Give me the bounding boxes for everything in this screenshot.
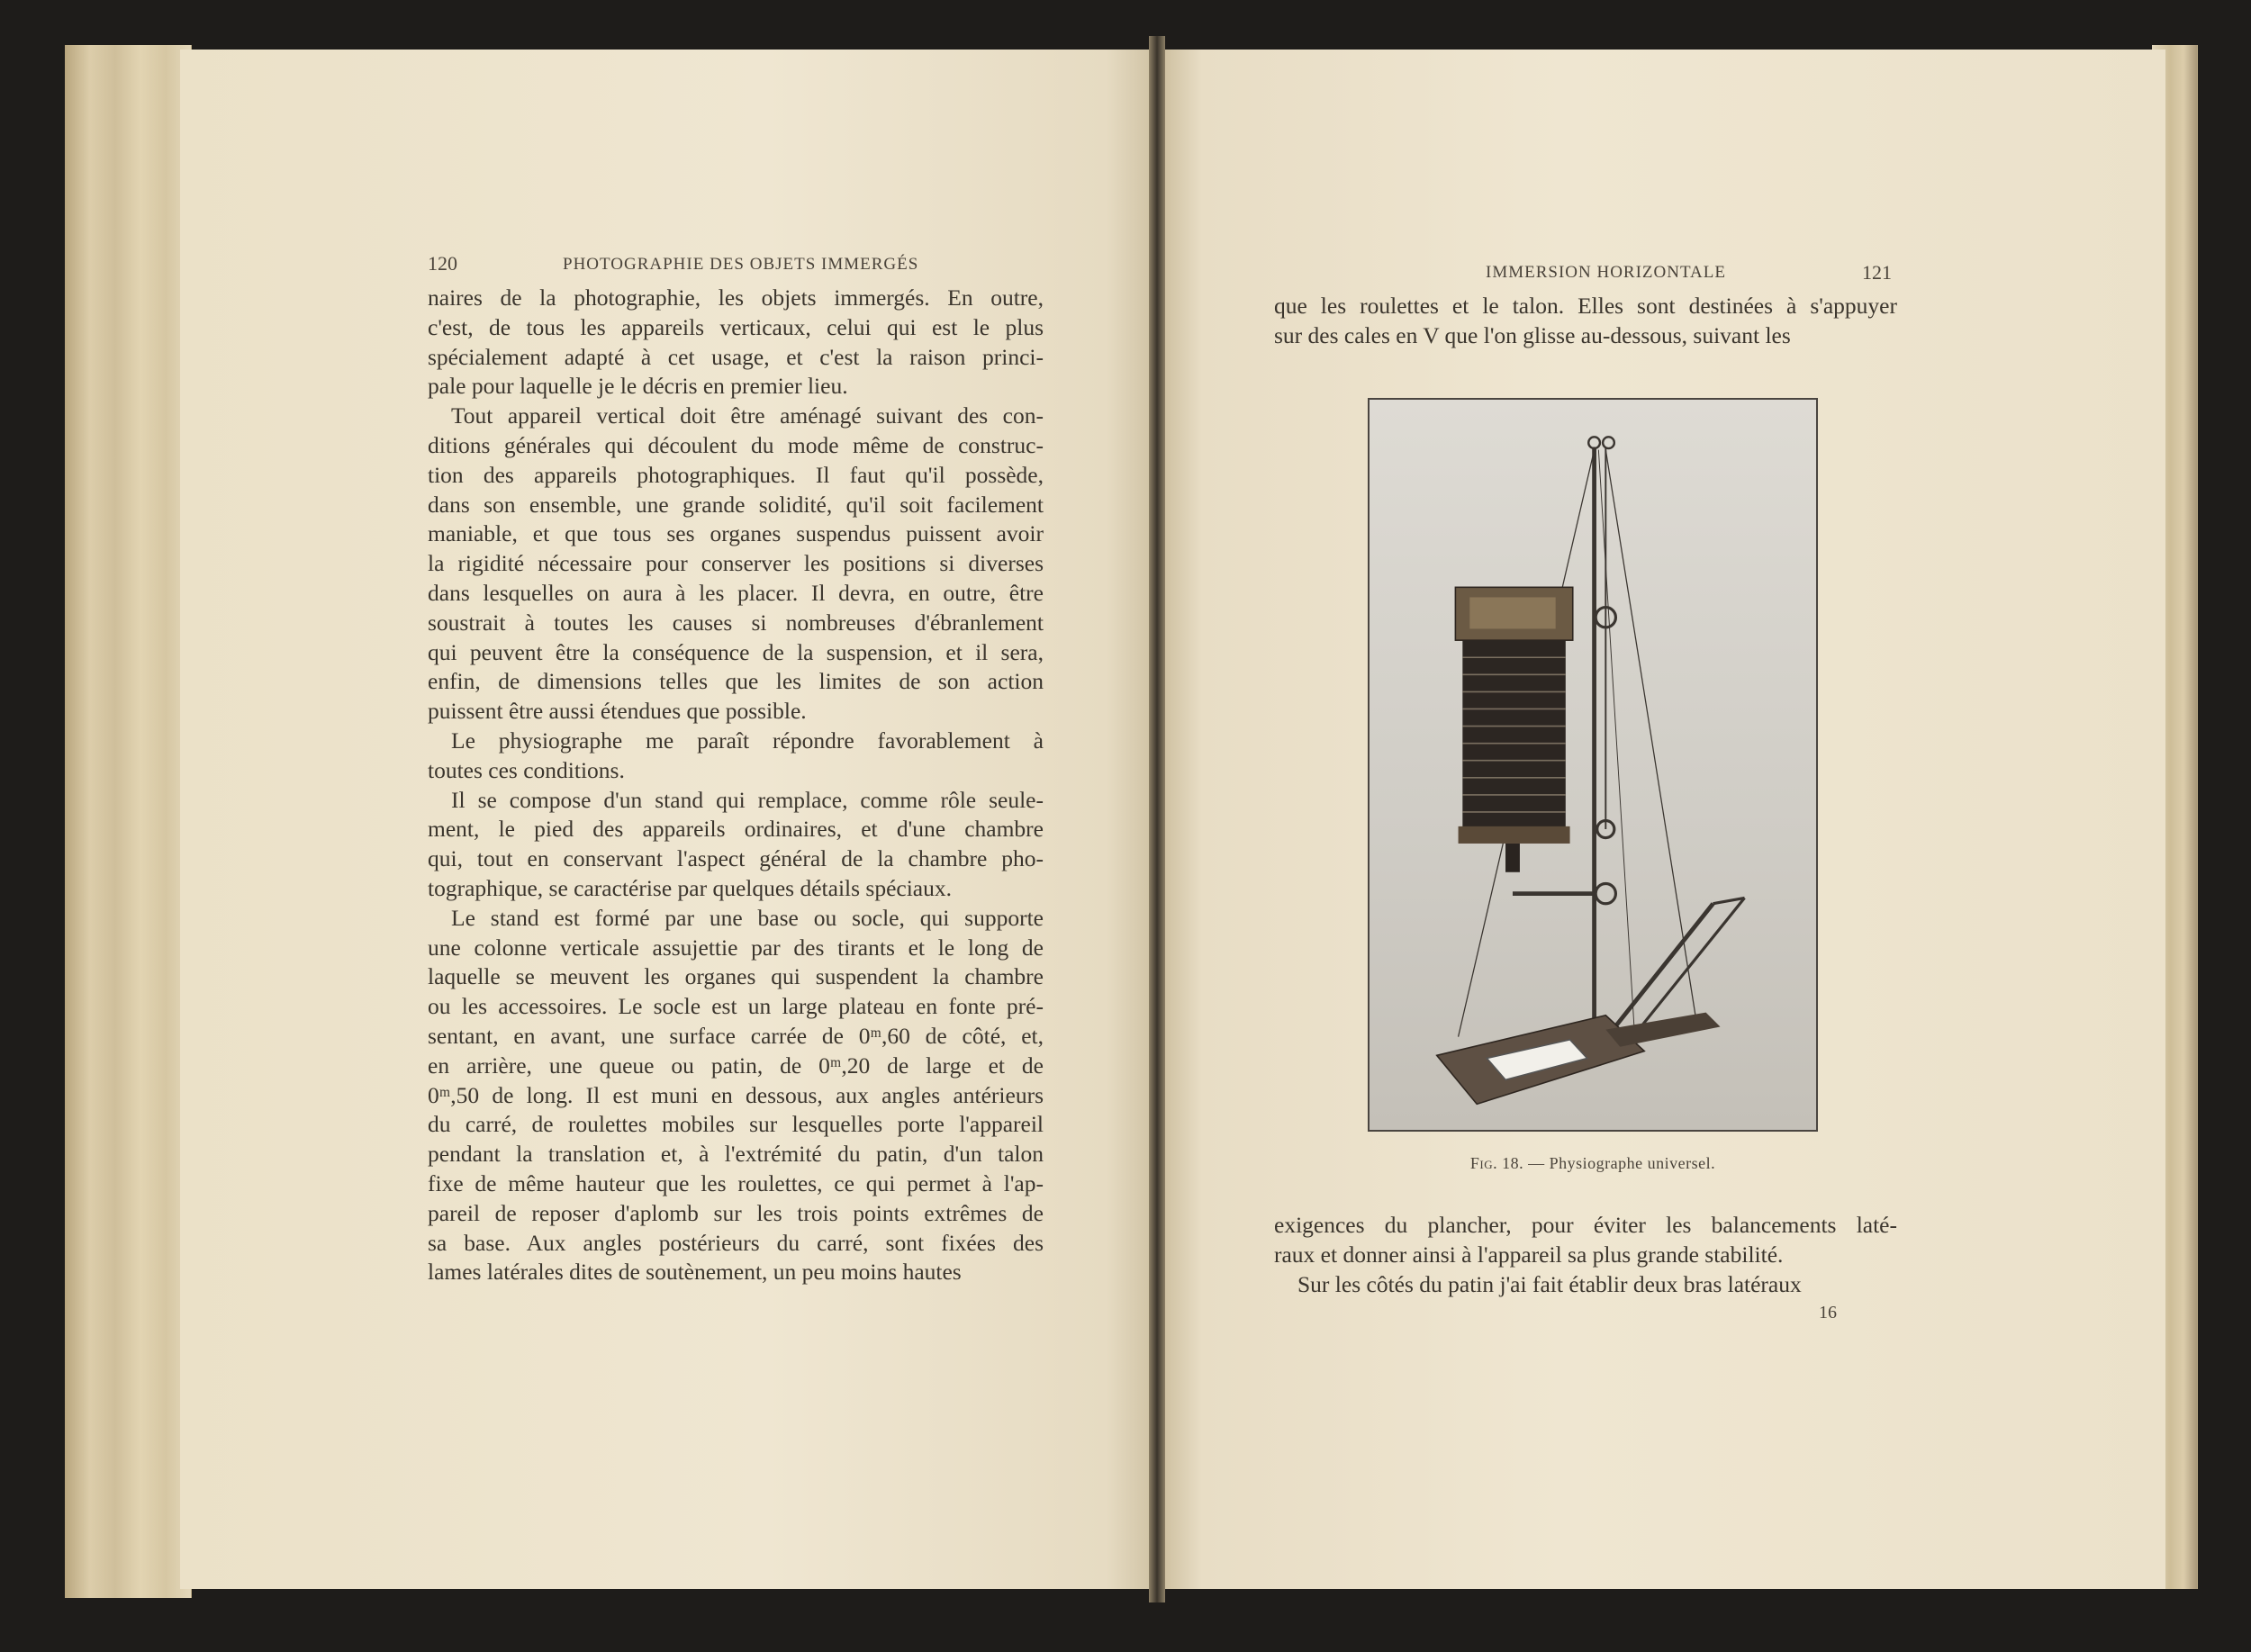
- text-line: fixe de même hauteur que les roulettes, ce qui permet à l'ap-: [428, 1169, 1044, 1196]
- camera-lens: [1505, 844, 1520, 872]
- text-line: toutes ces conditions.: [428, 756, 625, 783]
- text-line: Il se compose d'un stand qui remplace, comme rôle seule-: [451, 786, 1044, 813]
- text-line: exigences du plancher, pour éviter les balancements laté-: [1274, 1212, 1897, 1238]
- figure-caption: [1368, 1154, 1818, 1173]
- left-page-body: [428, 284, 1044, 1287]
- right-page-body-top: [1274, 292, 1897, 351]
- text-line: dans lesquelles on aura à les placer. Il devra, en outre, être: [428, 579, 1044, 606]
- text-line: du carré, de roulettes mobiles sur lesquelles porte l'appareil: [428, 1111, 1044, 1138]
- text-line: lames latérales dites de soutènement, un peu moins hautes: [428, 1259, 962, 1286]
- text-line: qui, tout en conservant l'aspect général de la chambre pho-: [428, 845, 1044, 872]
- text-line: une colonne verticale assujettie par des tirants et le long de: [428, 934, 1044, 961]
- text-line: sur des cales en V que l'on glisse au-dessous, suivant les: [1274, 321, 1791, 348]
- text-line: la rigidité nécessaire pour conserver les positions si diverses: [428, 550, 1044, 577]
- book-gutter: [1149, 36, 1165, 1602]
- left-page-edges: [65, 45, 192, 1598]
- text-line: soustrait à toutes les causes si nombreuses d'ébranlement: [428, 609, 1044, 636]
- left-running-head: PHOTOGRAPHIE DES OBJETS IMMERGÉS: [563, 255, 919, 274]
- text-line: Tout appareil vertical doit être aménagé suivant des con-: [451, 402, 1044, 429]
- text-line: enfin, de dimensions telles que les limites de son action: [428, 668, 1044, 695]
- text-line: en arrière, une queue ou patin, de 0ᵐ,20 de large et de: [428, 1052, 1044, 1079]
- figure-label: Fig.: [1469, 1154, 1498, 1172]
- text-line: ditions générales qui découlent du mode même de construc-: [428, 431, 1044, 458]
- figure-number: 18.: [1502, 1154, 1524, 1172]
- camera-bellows: [1459, 640, 1570, 844]
- physiographe-apparatus-image: [1370, 400, 1816, 1130]
- text-line: pareil de reposer d'aplomb sur les trois points extrêmes de: [428, 1199, 1044, 1226]
- right-running-head: IMMERSION HORIZONTALE: [1486, 263, 1726, 282]
- text-line: Sur les côtés du patin j'ai fait établir deux bras latéraux: [1297, 1270, 1802, 1297]
- right-page-body-bottom: [1274, 1211, 1897, 1299]
- figure-photograph-physiographe: [1368, 398, 1818, 1132]
- text-line: naires de la photographie, les objets immergés. En outre,: [428, 284, 1044, 311]
- right-page-number: 121: [1862, 261, 1892, 284]
- text-line: maniable, et que tous ses organes suspendus puissent avoir: [428, 520, 1044, 547]
- text-line: que les roulettes et le talon. Elles sont destinées à s'appuyer: [1274, 293, 1897, 319]
- signature-mark: 16: [1819, 1303, 1837, 1323]
- text-line: 0ᵐ,50 de long. Il est muni en dessous, aux angles antérieurs: [428, 1081, 1044, 1108]
- text-line: puissent être aussi étendues que possible.: [428, 698, 807, 725]
- text-line: spécialement adapté à cet usage, et c'est la raison princi-: [428, 343, 1044, 370]
- figure-caption-text: — Physiographe universel.: [1528, 1154, 1716, 1172]
- left-page-number: 120: [428, 252, 457, 275]
- text-line: sentant, en avant, une surface carrée de 0ᵐ,60 de côté, et,: [428, 1022, 1044, 1049]
- text-line: Le stand est formé par une base ou socle, qui supporte: [451, 904, 1044, 931]
- text-line: sa base. Aux angles postérieurs du carré, sont fixées des: [428, 1229, 1044, 1256]
- text-line: dans son ensemble, une grande solidité, qu'il soit facilement: [428, 491, 1044, 518]
- text-line: pale pour laquelle je le décris en premier lieu.: [428, 373, 848, 400]
- text-line: Le physiographe me paraît répondre favorablement à: [451, 727, 1044, 754]
- text-line: c'est, de tous les appareils verticaux, celui qui est le plus: [428, 313, 1044, 340]
- text-line: pendant la translation et, à l'extrémité du patin, d'un talon: [428, 1141, 1044, 1168]
- text-line: raux et donner ainsi à l'appareil sa plus grande stabilité.: [1274, 1241, 1784, 1268]
- text-line: tographique, se caractérise par quelques détails spéciaux.: [428, 874, 953, 901]
- text-line: qui peuvent être la conséquence de la suspension, et il sera,: [428, 638, 1044, 665]
- text-line: laquelle se meuvent les organes qui suspendent la chambre: [428, 963, 1044, 990]
- text-line: ment, le pied des appareils ordinaires, et d'une chambre: [428, 816, 1044, 843]
- text-line: ou les accessoires. Le socle est un large plateau en fonte pré-: [428, 993, 1044, 1020]
- text-line: tion des appareils photographiques. Il faut qu'il possède,: [428, 461, 1044, 488]
